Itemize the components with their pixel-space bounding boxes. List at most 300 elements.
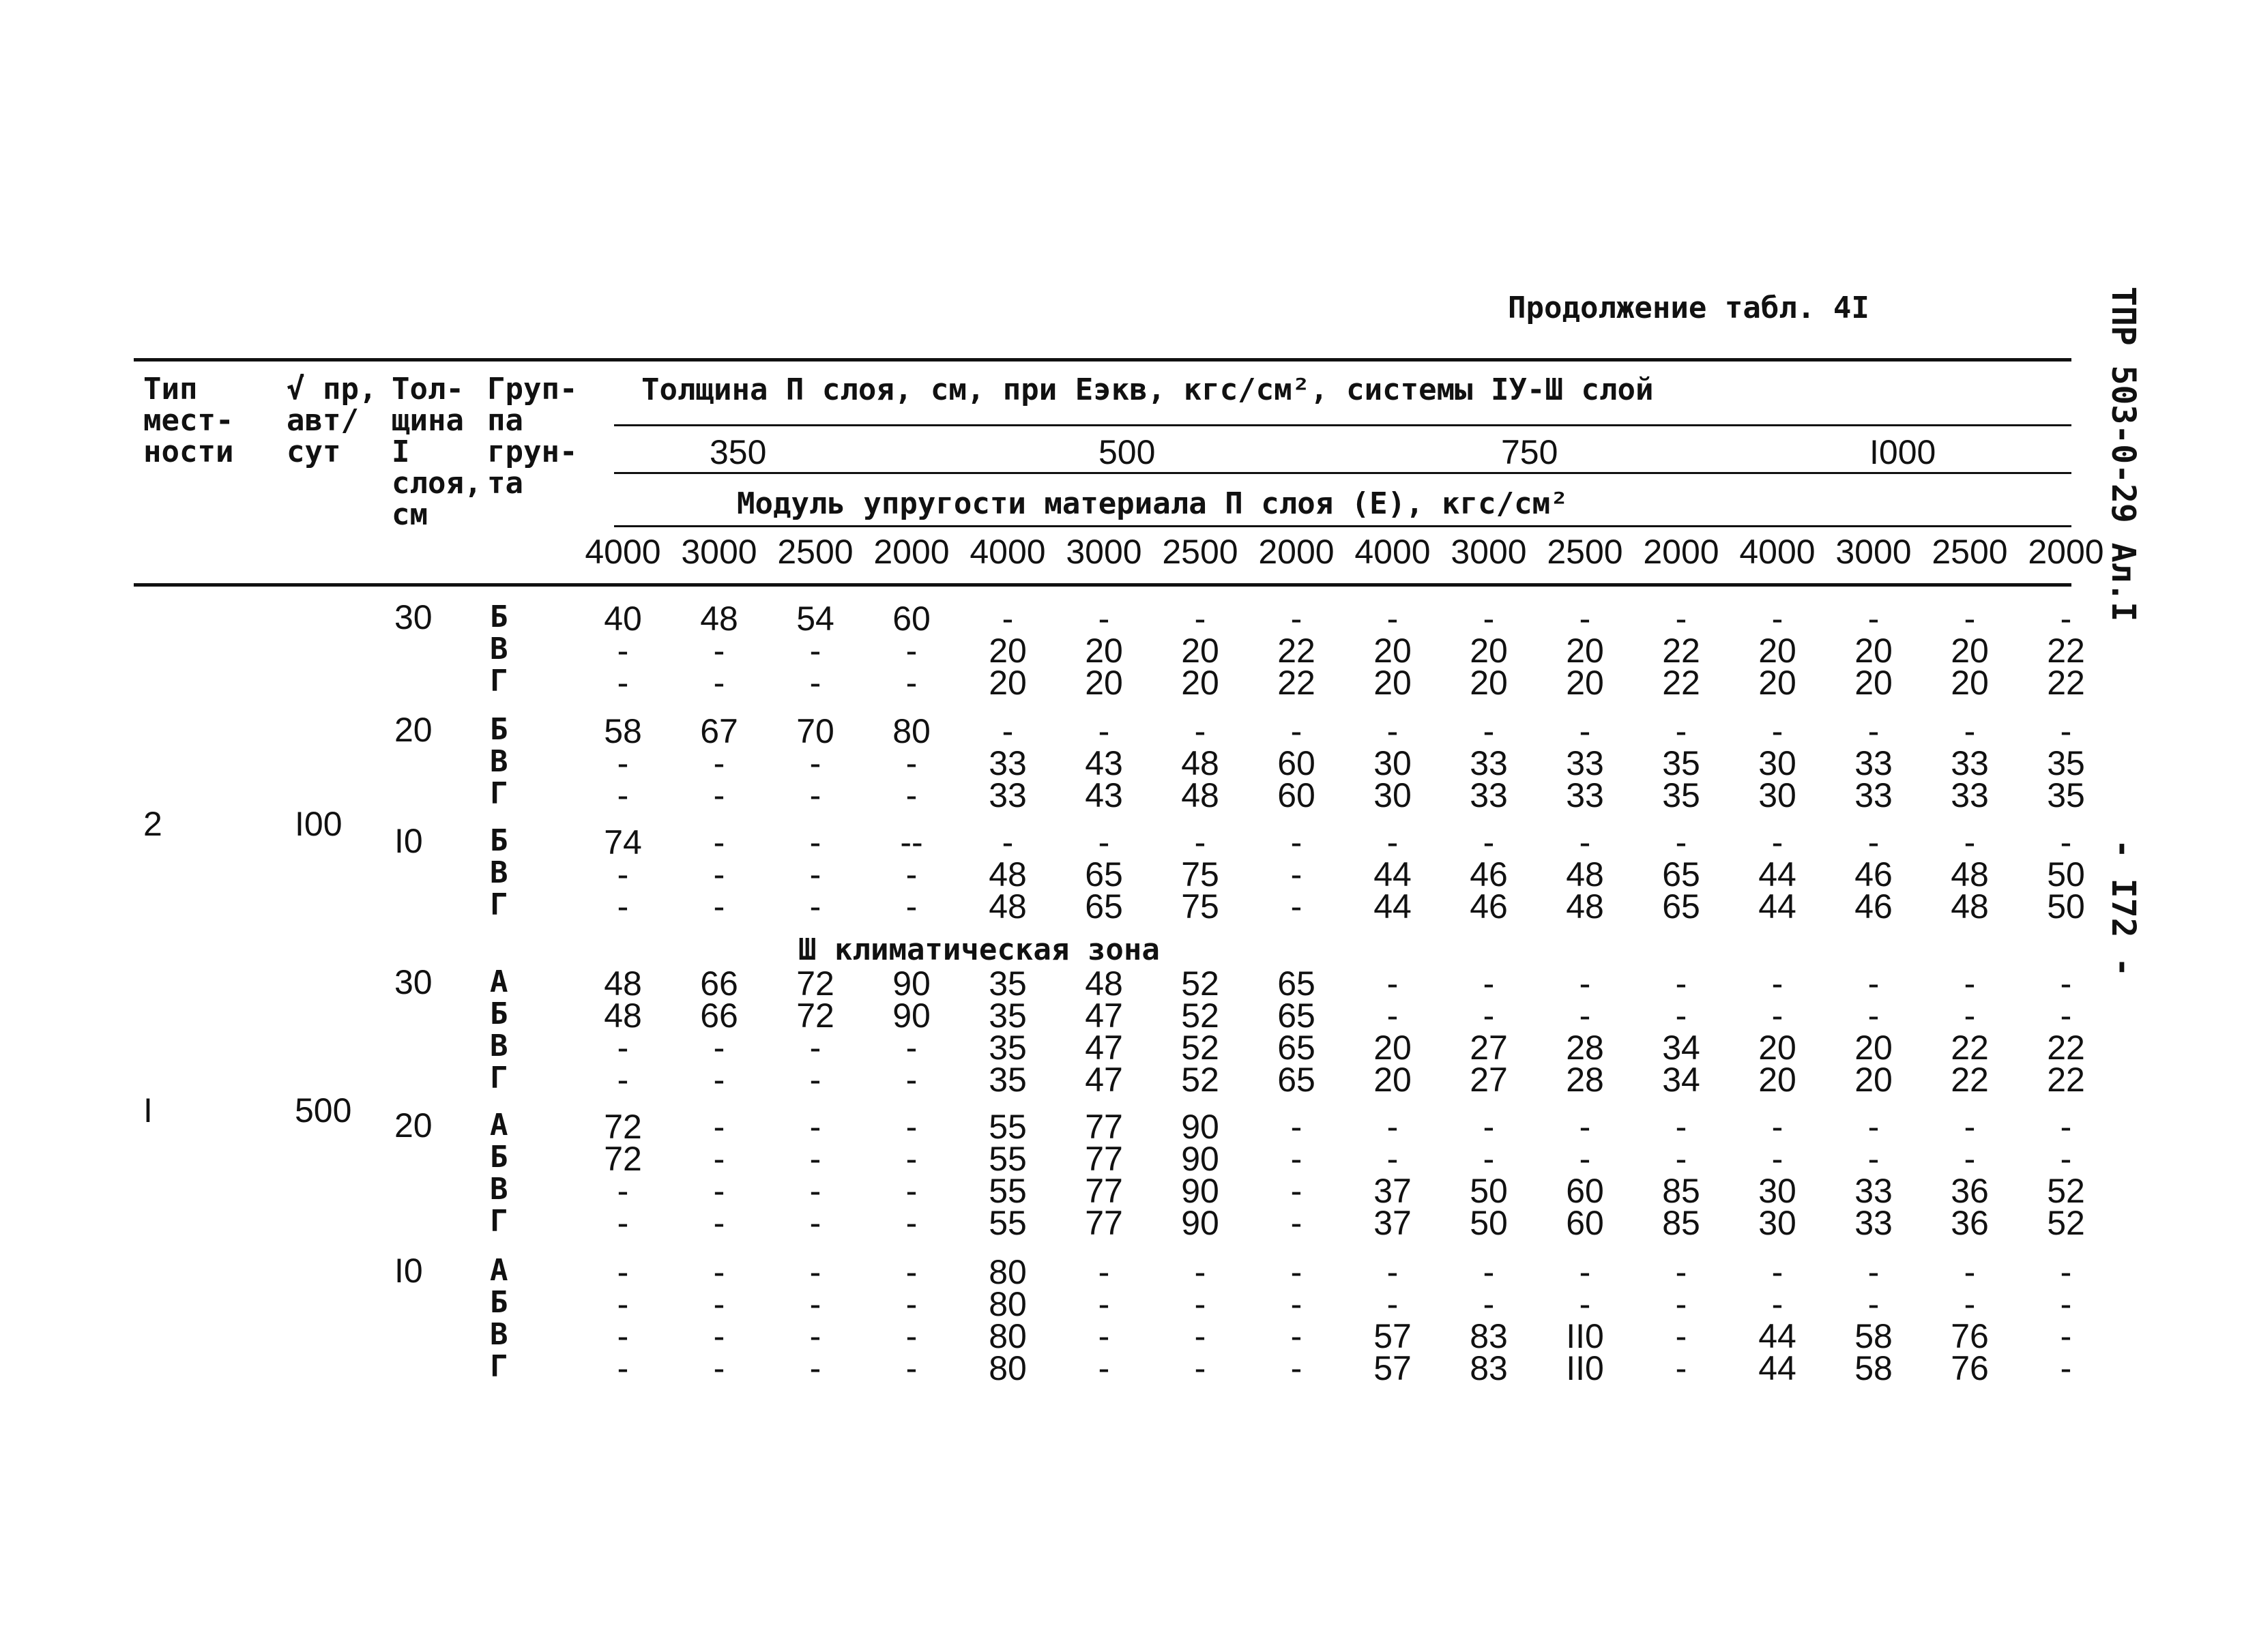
table-cell: -	[617, 855, 629, 894]
page-number: - I72 -	[2104, 839, 2142, 977]
soil-group-value: В	[490, 855, 508, 890]
soil-group-value: Г	[490, 887, 508, 922]
layer1-thickness-value: 30	[394, 963, 433, 1001]
climate-zone-label: Ш климатическая зона	[798, 932, 1160, 967]
table-cell: 20	[1758, 664, 1796, 702]
table-cell: -	[1386, 600, 1399, 638]
table-cell: 35	[989, 997, 1027, 1035]
modulus-value: 2500	[777, 533, 854, 571]
table-cell: -	[1290, 1285, 1302, 1323]
table-cell: -	[2060, 1140, 2072, 1178]
table-cell: -	[713, 1317, 725, 1355]
header-layer1-thickness: Тол- щина I слоя, см	[392, 372, 482, 532]
table-cell: -	[1386, 997, 1399, 1035]
table-cell: -	[1867, 997, 1880, 1035]
table-cell: 20	[1373, 1029, 1412, 1067]
table-cell: -	[905, 855, 918, 894]
table-cell: -	[905, 1172, 918, 1210]
table-cell: 85	[1662, 1172, 1700, 1210]
table-cell: 43	[1085, 776, 1123, 814]
table-cell: -	[1386, 1285, 1399, 1323]
table-cell: -	[809, 1061, 821, 1099]
table-cell: 90	[1181, 1108, 1219, 1146]
layer1-thickness-value: 30	[394, 598, 433, 636]
table-cell: 60	[1277, 776, 1315, 814]
table-cell: 33	[1854, 1204, 1893, 1242]
table-cell: 60	[1566, 1204, 1604, 1242]
layer1-thickness-value: I0	[394, 1252, 423, 1290]
table-cell: 54	[796, 600, 834, 638]
table-cell: 20	[1758, 1061, 1796, 1099]
table-cell: 66	[700, 997, 738, 1035]
soil-group-value: Г	[490, 664, 508, 698]
table-cell: -	[617, 1253, 629, 1291]
table-cell: 90	[892, 964, 931, 1003]
table-cell: -	[617, 1285, 629, 1323]
table-cell: 44	[1373, 855, 1412, 894]
table-cell: -	[617, 1172, 629, 1210]
terrain-type-value: I	[143, 1091, 153, 1130]
table-cell: -	[1675, 600, 1687, 638]
table-cell: -	[809, 1140, 821, 1178]
table-cell: 72	[604, 1108, 642, 1146]
modulus-value: 4000	[970, 533, 1046, 571]
table-cell: -	[617, 744, 629, 782]
table-cell: 80	[892, 712, 931, 750]
span-title-rule	[614, 424, 2071, 426]
table-cell: 83	[1470, 1349, 1508, 1387]
table-cell: 22	[2047, 1061, 2085, 1099]
table-cell: 50	[2047, 887, 2085, 926]
table-cell: -	[1675, 1285, 1687, 1323]
table-cell: -	[713, 823, 725, 861]
table-cell: 20	[1470, 664, 1508, 702]
table-cell: -	[1964, 712, 1976, 750]
table-cell: -	[2060, 1317, 2072, 1355]
layer1-thickness-value: 20	[394, 1106, 433, 1145]
table-cell: -	[809, 1253, 821, 1291]
table-cell: 90	[892, 997, 931, 1035]
table-cell: 20	[1566, 632, 1604, 670]
table-cell: -	[1771, 600, 1783, 638]
table-cell: 30	[1373, 744, 1412, 782]
table-cell: -	[1867, 1285, 1880, 1323]
table-cell: -	[1579, 1108, 1591, 1146]
table-cell: 46	[1470, 855, 1508, 894]
table-cell: -	[713, 1029, 725, 1067]
soil-group-value: Б	[490, 997, 508, 1031]
table-cell: -	[905, 1285, 918, 1323]
table-cell: -	[1483, 997, 1495, 1035]
table-cell: -	[1579, 1285, 1591, 1323]
table-cell: 65	[1277, 1029, 1315, 1067]
table-cell: 77	[1085, 1204, 1123, 1242]
table-cell: -	[1579, 712, 1591, 750]
table-cell: -	[2060, 1285, 2072, 1323]
table-cell: 90	[1181, 1140, 1219, 1178]
table-cell: -	[1964, 1108, 1976, 1146]
table-cell: 20	[1566, 664, 1604, 702]
table-cell: 48	[604, 997, 642, 1035]
table-cell: 85	[1662, 1204, 1700, 1242]
table-cell: 27	[1470, 1061, 1508, 1099]
table-cell: 55	[989, 1140, 1027, 1178]
table-cell: 20	[1854, 632, 1893, 670]
table-cell: -	[713, 1349, 725, 1387]
table-cell: 48	[1566, 887, 1604, 926]
table-cell: -	[1579, 823, 1591, 861]
table-cell: -	[1483, 823, 1495, 861]
table-cell: 20	[1758, 632, 1796, 670]
soil-group-value: Б	[490, 1140, 508, 1175]
table-cell: -	[1867, 823, 1880, 861]
table-cell: 30	[1758, 776, 1796, 814]
soil-group-value: В	[490, 632, 508, 666]
table-cell: -	[2060, 997, 2072, 1035]
table-cell: -	[1579, 964, 1591, 1003]
document-code: ТПР 503-0-29 Ал.I	[2104, 286, 2142, 622]
table-cell: 47	[1085, 1029, 1123, 1067]
table-cell: 57	[1373, 1317, 1412, 1355]
table-cell: 20	[1758, 1029, 1796, 1067]
table-cell: -	[809, 855, 821, 894]
table-cell: 37	[1373, 1172, 1412, 1210]
table-cell: -	[1194, 712, 1206, 750]
table-cell: -	[1290, 1140, 1302, 1178]
table-cell: 33	[1566, 776, 1604, 814]
table-cell: 55	[989, 1204, 1027, 1242]
table-cell: 20	[1085, 632, 1123, 670]
table-cell: 35	[989, 1029, 1027, 1067]
table-cell: 75	[1181, 855, 1219, 894]
table-cell: -	[1386, 964, 1399, 1003]
table-cell: -	[905, 1140, 918, 1178]
table-cell: -	[905, 1317, 918, 1355]
table-cell: 44	[1758, 1349, 1796, 1387]
soil-group-value: В	[490, 1029, 508, 1063]
table-cell: -	[617, 1029, 629, 1067]
table-cell: 50	[1470, 1204, 1508, 1242]
table-cell: -	[1290, 1204, 1302, 1242]
table-cell: 48	[1566, 855, 1604, 894]
table-cell: 65	[1085, 887, 1123, 926]
table-cell: -	[905, 1029, 918, 1067]
table-cell: 65	[1662, 887, 1700, 926]
table-cell: -	[713, 1108, 725, 1146]
table-cell: -	[905, 887, 918, 926]
modulus-value: 2000	[873, 533, 950, 571]
modulus-value: 3000	[1066, 533, 1142, 571]
table-cell: -	[809, 664, 821, 702]
table-cell: 80	[989, 1253, 1027, 1291]
table-cell: -	[905, 1061, 918, 1099]
modulus-value: 3000	[681, 533, 757, 571]
table-cell: --	[900, 823, 923, 861]
modulus-value: 4000	[585, 533, 661, 571]
table-cell: -	[2060, 823, 2072, 861]
table-cell: -	[1098, 712, 1110, 750]
header-traffic-n: √ пр, авт/ сут	[287, 372, 377, 469]
table-cell: -	[1675, 823, 1687, 861]
table-cell: 48	[989, 855, 1027, 894]
table-cell: -	[1386, 823, 1399, 861]
table-cell: 33	[989, 744, 1027, 782]
table-cell: -	[713, 1061, 725, 1099]
table-cell: 35	[1662, 776, 1700, 814]
table-cell: -	[1867, 1253, 1880, 1291]
table-cell: -	[1194, 1317, 1206, 1355]
eekv-label-500: 500	[1098, 433, 1156, 471]
table-cell: 46	[1470, 887, 1508, 926]
table-cell: -	[1290, 712, 1302, 750]
modulus-value: 4000	[1354, 533, 1431, 571]
header-top-rule	[134, 358, 2071, 362]
table-cell: -	[1002, 823, 1014, 861]
table-cell: 33	[1470, 744, 1508, 782]
table-cell: 80	[989, 1349, 1027, 1387]
table-cell: -	[1675, 964, 1687, 1003]
table-cell: -	[1290, 600, 1302, 638]
table-cell: 33	[1854, 776, 1893, 814]
table-cell: 52	[1181, 1029, 1219, 1067]
table-cell: 27	[1470, 1029, 1508, 1067]
table-cell: -	[1771, 1285, 1783, 1323]
table-cell: 33	[1470, 776, 1508, 814]
table-cell: II0	[1566, 1349, 1604, 1387]
table-cell: -	[1675, 1140, 1687, 1178]
table-cell: -	[1483, 1140, 1495, 1178]
eekv-label-1000: I000	[1869, 433, 1936, 471]
table-cell: -	[809, 887, 821, 926]
table-cell: 76	[1951, 1317, 1989, 1355]
table-cell: -	[2060, 1108, 2072, 1146]
table-cell: 30	[1758, 1204, 1796, 1242]
table-cell: -	[1964, 600, 1976, 638]
table-cell: -	[1867, 600, 1880, 638]
table-cell: -	[809, 1204, 821, 1242]
soil-group-value: Г	[490, 1204, 508, 1239]
table-cell: 20	[989, 664, 1027, 702]
table-cell: 46	[1854, 855, 1893, 894]
table-cell: 35	[2047, 776, 2085, 814]
traffic-n-value: 500	[295, 1091, 352, 1130]
table-cell: -	[1964, 1253, 1976, 1291]
table-cell: -	[1579, 1140, 1591, 1178]
table-cell: 55	[989, 1172, 1027, 1210]
table-cell: 46	[1854, 887, 1893, 926]
table-cell: 22	[1951, 1061, 1989, 1099]
table-cell: 35	[1662, 744, 1700, 782]
table-cell: 47	[1085, 997, 1123, 1035]
table-cell: -	[1098, 1253, 1110, 1291]
table-cell: 20	[1951, 664, 1989, 702]
table-cell: -	[1290, 887, 1302, 926]
table-cell: -	[1290, 1108, 1302, 1146]
table-cell: -	[713, 1140, 725, 1178]
table-cell: -	[1579, 1253, 1591, 1291]
table-cell: -	[1483, 1108, 1495, 1146]
traffic-n-value: I00	[295, 805, 343, 843]
table-cell: -	[617, 776, 629, 814]
table-cell: 52	[2047, 1204, 2085, 1242]
table-cell: -	[713, 1204, 725, 1242]
table-cell: 33	[989, 776, 1027, 814]
table-cell: 20	[1854, 664, 1893, 702]
table-cell: -	[713, 887, 725, 926]
table-cell: 48	[1951, 855, 1989, 894]
table-cell: -	[1002, 712, 1014, 750]
modulus-value: 2500	[1932, 533, 2008, 571]
table-cell: -	[1290, 823, 1302, 861]
terrain-type-value: 2	[143, 805, 162, 843]
table-cell: 65	[1277, 997, 1315, 1035]
table-cell: -	[1964, 997, 1976, 1035]
table-cell: -	[1771, 1108, 1783, 1146]
table-cell: -	[1964, 823, 1976, 861]
table-cell: -	[1098, 823, 1110, 861]
table-cell: -	[905, 1108, 918, 1146]
modulus-value: 4000	[1739, 533, 1816, 571]
table-cell: -	[1098, 1317, 1110, 1355]
table-cell: -	[1386, 1140, 1399, 1178]
table-cell: -	[809, 1349, 821, 1387]
table-cell: -	[1194, 1349, 1206, 1387]
table-cell: 60	[1277, 744, 1315, 782]
table-cell: -	[617, 1349, 629, 1387]
table-cell: 36	[1951, 1204, 1989, 1242]
table-cell: -	[1483, 712, 1495, 750]
soil-group-value: Б	[490, 1285, 508, 1320]
table-cell: -	[905, 632, 918, 670]
table-cell: 58	[1854, 1317, 1893, 1355]
table-cell: 60	[1566, 1172, 1604, 1210]
header-type-terrain: Тип мест- ности	[143, 372, 234, 469]
table-cell: -	[1483, 1253, 1495, 1291]
table-cell: 48	[700, 600, 738, 638]
table-cell: 80	[989, 1285, 1027, 1323]
table-cell: -	[1483, 600, 1495, 638]
table-cell: -	[905, 664, 918, 702]
table-cell: 28	[1566, 1029, 1604, 1067]
table-cell: 20	[1854, 1029, 1893, 1067]
table-cell: 50	[2047, 855, 2085, 894]
table-cell: -	[1290, 1317, 1302, 1355]
soil-group-value: Г	[490, 1061, 508, 1095]
table-cell: -	[713, 776, 725, 814]
table-cell: -	[1771, 1140, 1783, 1178]
soil-group-value: А	[490, 1108, 508, 1142]
table-cell: 57	[1373, 1349, 1412, 1387]
table-cell: 65	[1662, 855, 1700, 894]
table-cell: -	[1964, 1140, 1976, 1178]
table-cell: -	[1771, 997, 1783, 1035]
table-cell: -	[1675, 1253, 1687, 1291]
table-cell: 30	[1758, 744, 1796, 782]
table-cell: 33	[1566, 744, 1604, 782]
eekv-label-750: 750	[1501, 433, 1558, 471]
table-cell: 22	[1277, 632, 1315, 670]
table-cell: -	[905, 744, 918, 782]
soil-group-value: Г	[490, 1349, 508, 1384]
table-cell: -	[1675, 1317, 1687, 1355]
table-cell: -	[905, 1204, 918, 1242]
table-cell: 28	[1566, 1061, 1604, 1099]
table-cell: 22	[2047, 664, 2085, 702]
table-cell: -	[1964, 1285, 1976, 1323]
table-cell: -	[1386, 712, 1399, 750]
table-cell: 75	[1181, 887, 1219, 926]
table-cell: 22	[1662, 632, 1700, 670]
table-cell: -	[1386, 1253, 1399, 1291]
table-cell: -	[809, 776, 821, 814]
table-cell: -	[809, 1108, 821, 1146]
table-cell: 43	[1085, 744, 1123, 782]
table-cell: 52	[1181, 1061, 1219, 1099]
table-cell: 34	[1662, 1029, 1700, 1067]
table-cell: 22	[2047, 1029, 2085, 1067]
table-cell: -	[1771, 712, 1783, 750]
table-cell: -	[1867, 1108, 1880, 1146]
table-cell: -	[2060, 964, 2072, 1003]
table-cell: 20	[989, 632, 1027, 670]
table-cell: -	[1194, 600, 1206, 638]
table-cell: 65	[1085, 855, 1123, 894]
table-cell: 22	[1662, 664, 1700, 702]
table-cell: 34	[1662, 1061, 1700, 1099]
table-cell: -	[617, 1317, 629, 1355]
table-cell: 20	[1181, 632, 1219, 670]
table-cell: -	[617, 887, 629, 926]
table-cell: 55	[989, 1108, 1027, 1146]
table-cell: -	[1386, 1108, 1399, 1146]
table-cell: 20	[1085, 664, 1123, 702]
table-cell: 72	[796, 997, 834, 1035]
table-cell: II0	[1566, 1317, 1604, 1355]
table-cell: -	[809, 1172, 821, 1210]
table-cell: -	[1194, 1285, 1206, 1323]
table-cell: -	[713, 744, 725, 782]
table-cell: 37	[1373, 1204, 1412, 1242]
soil-group-value: Б	[490, 823, 508, 858]
table-cell: -	[713, 664, 725, 702]
table-cell: 52	[1181, 964, 1219, 1003]
table-cell: -	[1771, 823, 1783, 861]
table-cell: 48	[1951, 887, 1989, 926]
table-cell: -	[713, 1253, 725, 1291]
table-cell: 36	[1951, 1172, 1989, 1210]
table-cell: -	[1483, 1285, 1495, 1323]
table-cell: 20	[1373, 1061, 1412, 1099]
table-cell: 65	[1277, 1061, 1315, 1099]
table-cell: -	[1579, 997, 1591, 1035]
table-cell: -	[1483, 964, 1495, 1003]
table-cell: -	[1867, 1140, 1880, 1178]
table-cell: -	[1290, 1253, 1302, 1291]
table-cell: -	[713, 1285, 725, 1323]
table-cell: -	[1098, 1285, 1110, 1323]
table-cell: 77	[1085, 1172, 1123, 1210]
modulus-value: 3000	[1451, 533, 1527, 571]
table-cell: 20	[1951, 632, 1989, 670]
table-cell: 72	[796, 964, 834, 1003]
table-cell: 77	[1085, 1140, 1123, 1178]
eekv-rule	[614, 472, 2071, 474]
table-cell: -	[1194, 1253, 1206, 1291]
table-cell: 48	[604, 964, 642, 1003]
table-cell: 20	[1181, 664, 1219, 702]
table-cell: -	[1675, 997, 1687, 1035]
table-cell: 30	[1373, 776, 1412, 814]
